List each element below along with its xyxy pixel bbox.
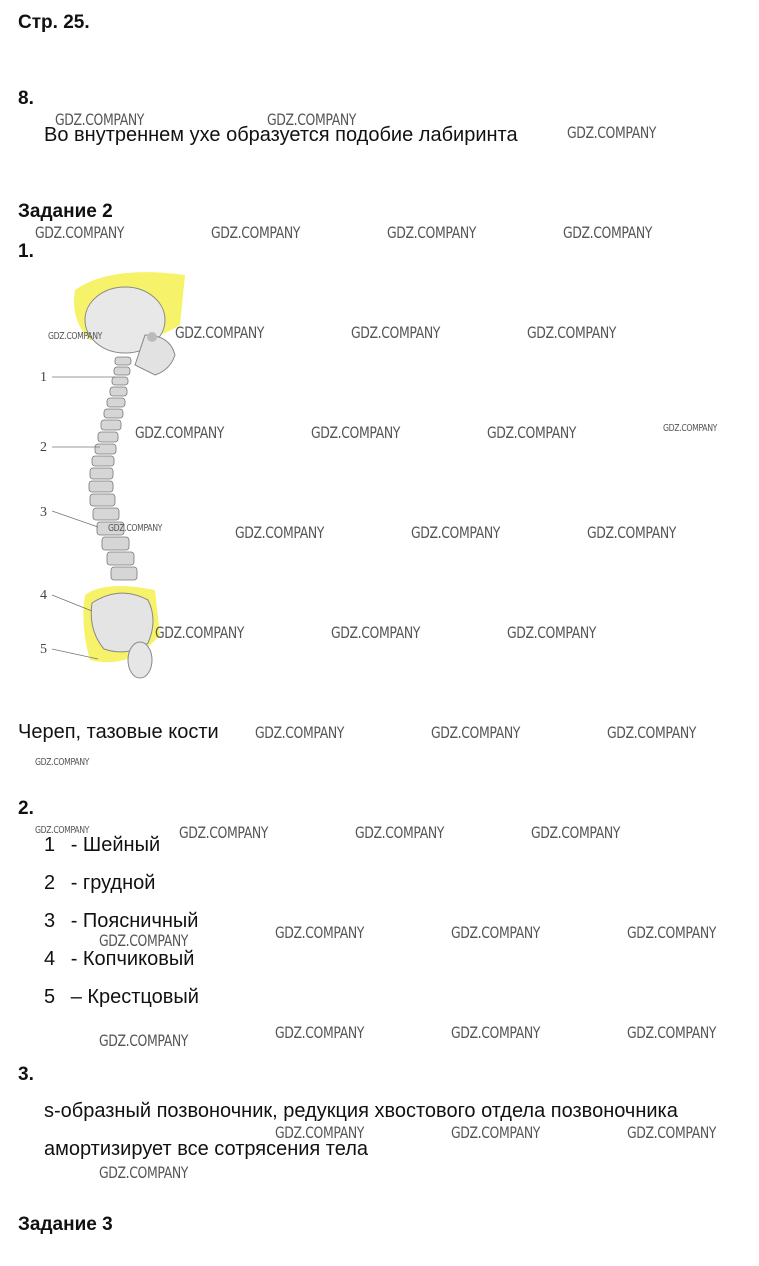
list-item-text: – Крестцовый (70, 986, 199, 1008)
watermark: GDZ.COMPANY (567, 123, 657, 142)
watermark: GDZ.COMPANY (35, 825, 90, 836)
list-item-num: 1 (44, 834, 56, 856)
watermark: GDZ.COMPANY (48, 331, 103, 342)
zadanie-2-heading: Задание 2 (18, 201, 113, 222)
label-5: 5 (40, 642, 47, 657)
watermark: GDZ.COMPANY (587, 523, 677, 542)
list-item-num: 2 (44, 872, 56, 894)
q3-line-1: s-образный позвоночник, редукция хвостового отдела позвоночника (44, 1100, 678, 1122)
list-item-1 (44, 834, 160, 857)
watermark: GDZ.COMPANY (155, 623, 245, 642)
list-item-text: - Копчиковый (70, 948, 195, 970)
watermark: GDZ.COMPANY (451, 923, 541, 942)
list-item-text: - Поясничный (70, 910, 199, 932)
watermark: GDZ.COMPANY (135, 423, 225, 442)
watermark: GDZ.COMPANY (531, 823, 621, 842)
watermark: GDZ.COMPANY (627, 923, 717, 942)
q2-number: 2. (18, 798, 34, 819)
watermark: GDZ.COMPANY (108, 523, 163, 534)
watermark: GDZ.COMPANY (311, 423, 401, 442)
watermark: GDZ.COMPANY (627, 1023, 717, 1042)
list-item-text: - Шейный (70, 834, 161, 856)
list-item-num: 5 (44, 986, 56, 1008)
watermark: GDZ.COMPANY (267, 110, 357, 129)
watermark: GDZ.COMPANY (275, 1123, 365, 1142)
watermark: GDZ.COMPANY (35, 757, 90, 768)
label-3: 3 (40, 505, 47, 520)
watermark: GDZ.COMPANY (235, 523, 325, 542)
watermark: GDZ.COMPANY (55, 110, 145, 129)
list-item-num: 3 (44, 910, 56, 932)
label-1: 1 (40, 370, 47, 385)
task-8-number: 8. (18, 88, 34, 109)
watermark: GDZ.COMPANY (487, 423, 577, 442)
zadanie-3-heading: Задание 3 (18, 1214, 113, 1235)
task-8-answer: Во внутреннем ухе образуется подобие лабиринта (44, 124, 518, 146)
list-item-2 (44, 872, 155, 895)
q1-answer: Череп, тазовые кости (18, 721, 219, 743)
watermark: GDZ.COMPANY (351, 323, 441, 342)
watermark: GDZ.COMPANY (607, 723, 697, 742)
watermark: GDZ.COMPANY (179, 823, 269, 842)
watermark: GDZ.COMPANY (387, 223, 477, 242)
list-item-text: - грудной (70, 872, 156, 894)
list-item-4 (44, 948, 194, 971)
q3-number: 3. (18, 1064, 34, 1085)
watermark: GDZ.COMPANY (99, 1031, 189, 1050)
watermark: GDZ.COMPANY (175, 323, 265, 342)
watermark: GDZ.COMPANY (275, 923, 365, 942)
q1-number: 1. (18, 241, 34, 262)
list-item-5 (44, 986, 199, 1009)
spine (89, 357, 137, 580)
watermark: GDZ.COMPANY (663, 423, 718, 434)
label-4: 4 (40, 588, 47, 603)
watermark: GDZ.COMPANY (451, 1023, 541, 1042)
watermark: GDZ.COMPANY (35, 223, 125, 242)
watermark: GDZ.COMPANY (527, 323, 617, 342)
watermark: GDZ.COMPANY (507, 623, 597, 642)
label-2: 2 (40, 440, 47, 455)
hip-bone (128, 642, 152, 678)
watermark: GDZ.COMPANY (451, 1123, 541, 1142)
q3-line-2: амортизирует все сотрясения тела (44, 1138, 368, 1160)
watermark: GDZ.COMPANY (331, 623, 421, 642)
watermark: GDZ.COMPANY (99, 1163, 189, 1182)
watermark: GDZ.COMPANY (563, 223, 653, 242)
page-title: Стр. 25. (18, 12, 90, 33)
list-item-3 (44, 910, 198, 933)
watermark: GDZ.COMPANY (355, 823, 445, 842)
watermark: GDZ.COMPANY (627, 1123, 717, 1142)
watermark: GDZ.COMPANY (411, 523, 501, 542)
watermark: GDZ.COMPANY (431, 723, 521, 742)
watermark: GDZ.COMPANY (99, 931, 189, 950)
watermark: GDZ.COMPANY (275, 1023, 365, 1042)
eye-socket (147, 332, 157, 342)
watermark: GDZ.COMPANY (255, 723, 345, 742)
watermark: GDZ.COMPANY (211, 223, 301, 242)
list-item-num: 4 (44, 948, 56, 970)
